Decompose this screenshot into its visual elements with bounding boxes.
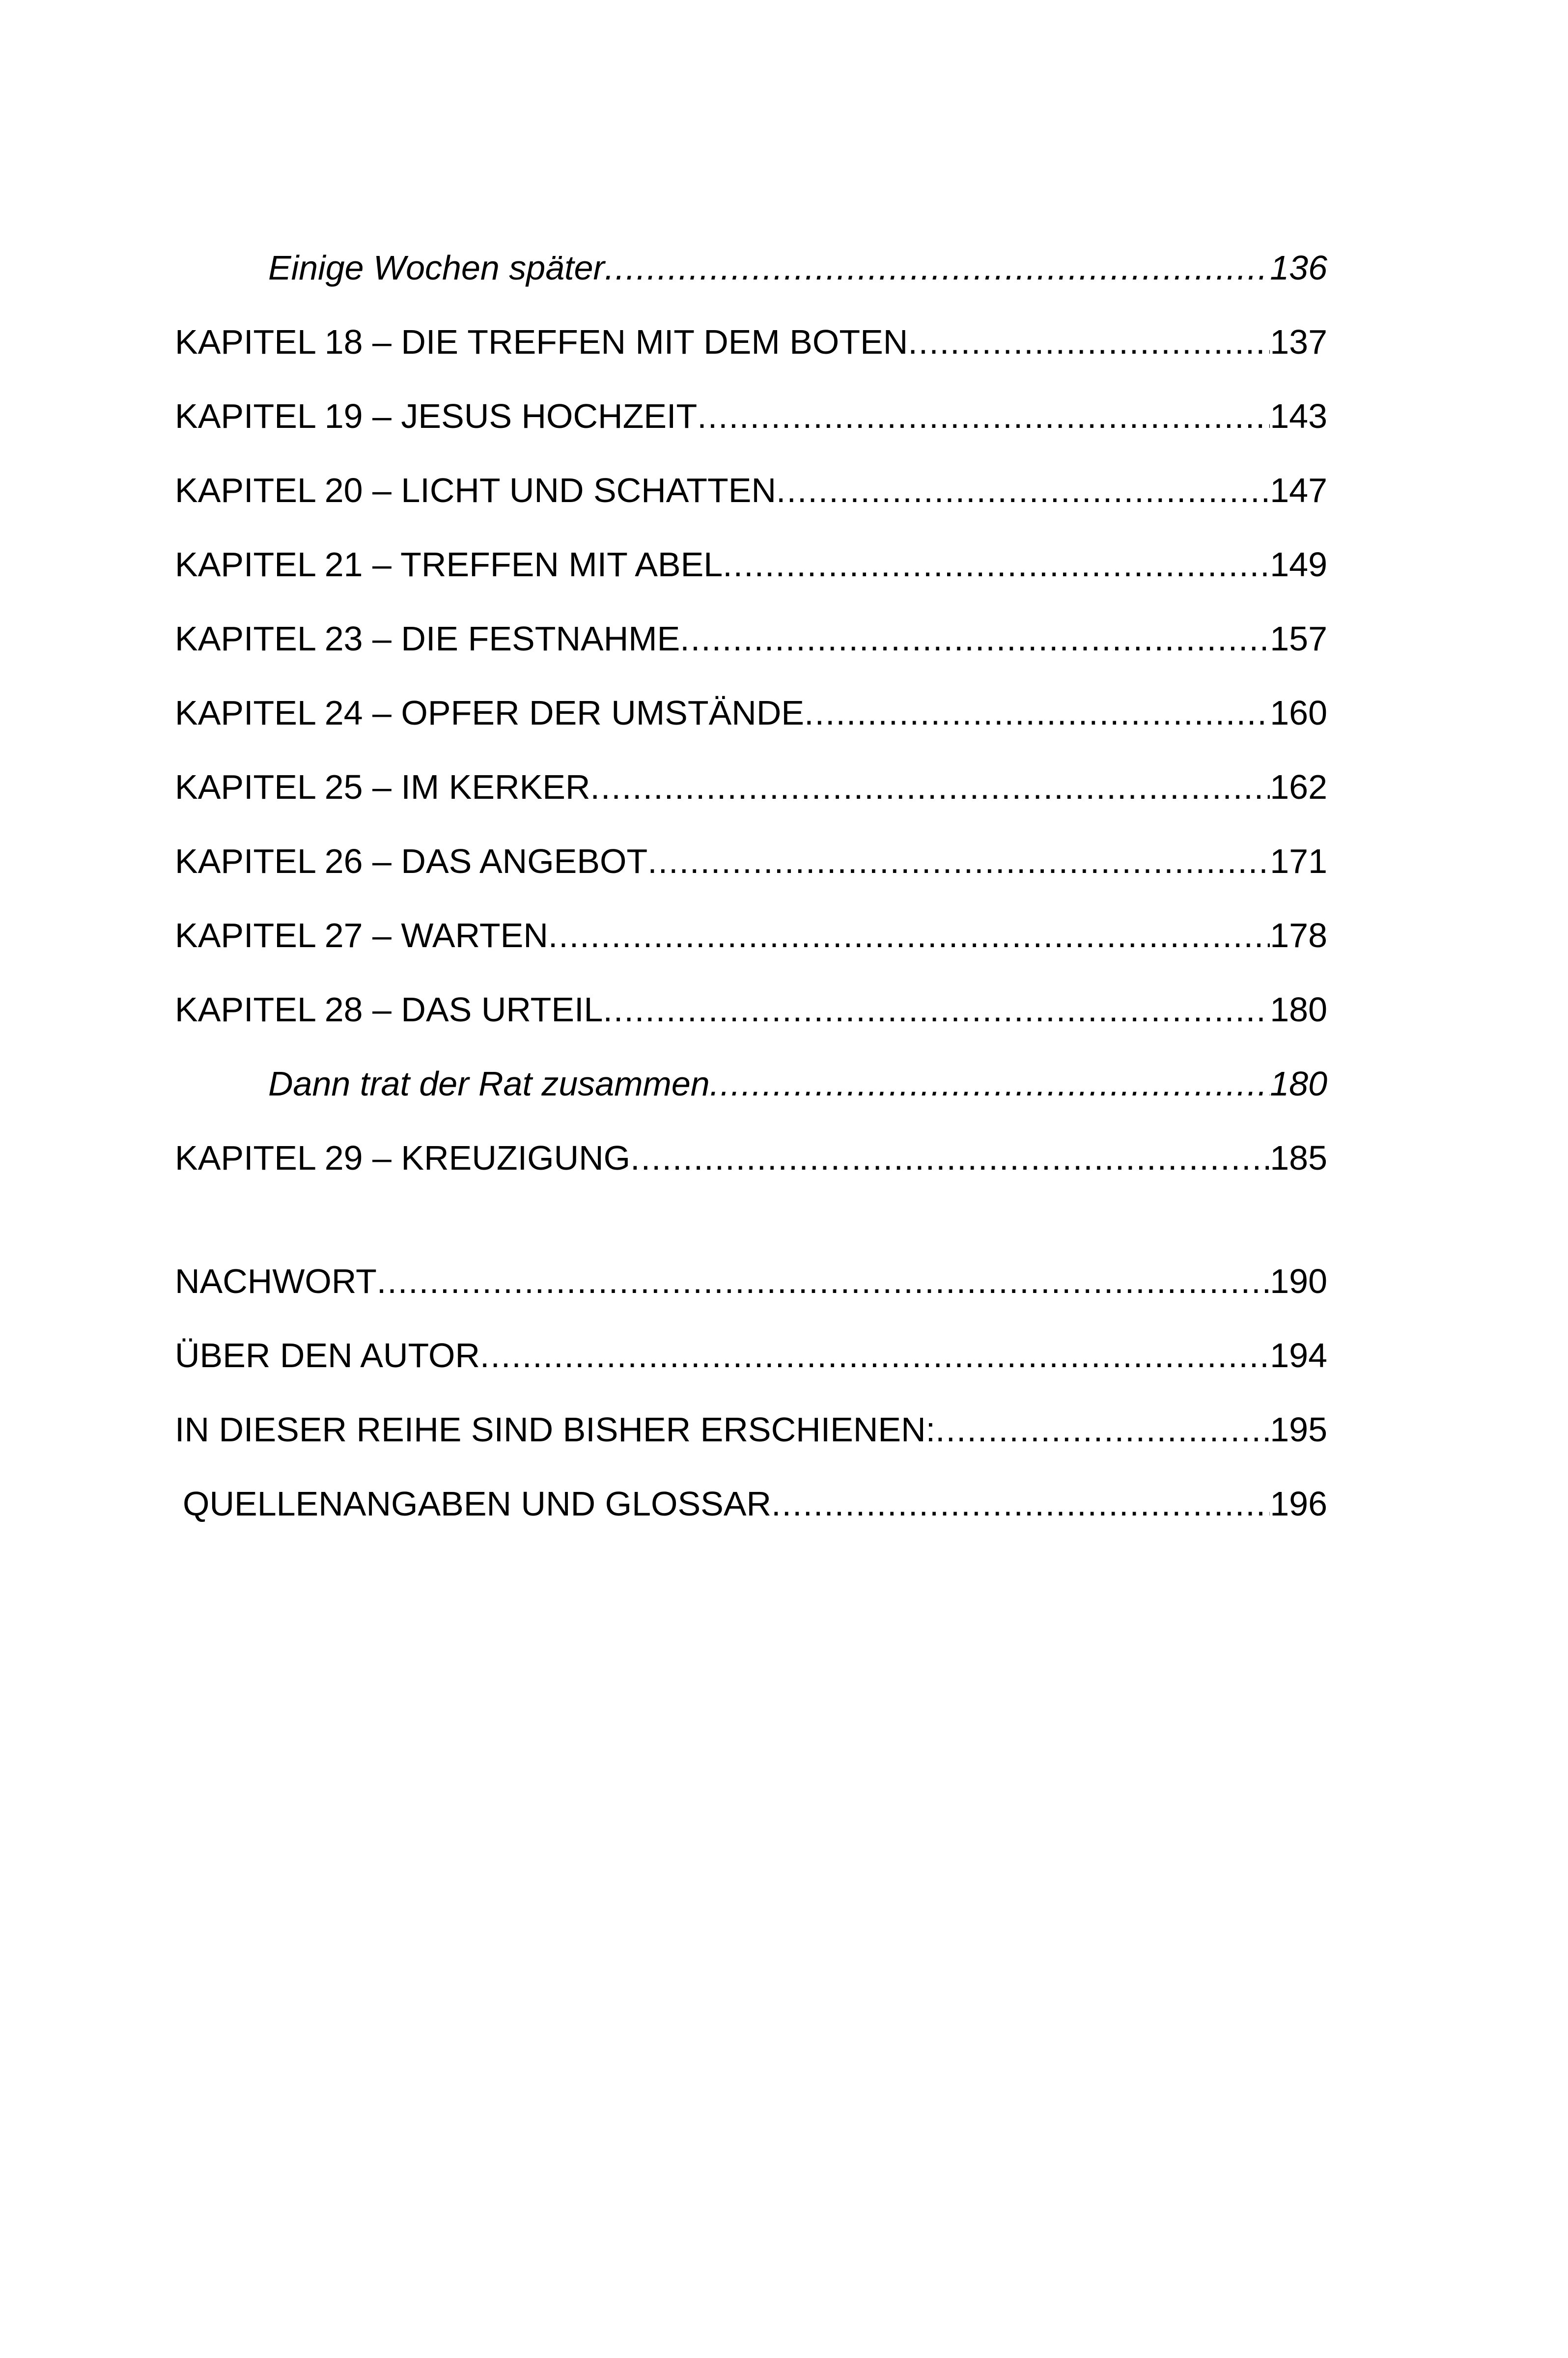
dot-leader bbox=[804, 676, 1270, 750]
toc-entry-label: KAPITEL 18 – DIE TREFFEN MIT DEM BOTEN bbox=[175, 323, 908, 361]
dot-leader bbox=[697, 379, 1270, 453]
dot-leader bbox=[377, 1244, 1270, 1319]
toc-entry-page-number: 157 bbox=[1270, 619, 1327, 658]
toc-entry-kapitel-21[interactable] bbox=[175, 528, 1327, 602]
dot-leader bbox=[647, 824, 1270, 898]
toc-entry-label: KAPITEL 29 – KREUZIGUNG bbox=[175, 1139, 631, 1177]
toc-entry-label: KAPITEL 23 – DIE FESTNAHME bbox=[175, 619, 680, 658]
toc-entry-page-number: 190 bbox=[1270, 1262, 1327, 1300]
toc-entry-kapitel-26[interactable] bbox=[175, 824, 1327, 898]
toc-entry-page-number: 171 bbox=[1270, 842, 1327, 880]
toc-entry-einige-wochen-spaeter[interactable] bbox=[175, 231, 1327, 305]
table-of-contents bbox=[175, 231, 1327, 1541]
toc-entry-kapitel-25[interactable] bbox=[175, 750, 1327, 824]
toc-entry-label: NACHWORT bbox=[175, 1262, 377, 1300]
dot-leader bbox=[548, 898, 1270, 973]
toc-entry-label: ÜBER DEN AUTOR bbox=[175, 1336, 480, 1375]
dot-leader bbox=[590, 750, 1270, 824]
toc-entry-kapitel-18[interactable] bbox=[175, 305, 1327, 379]
toc-entry-label: KAPITEL 20 – LICHT UND SCHATTEN bbox=[175, 471, 777, 509]
toc-entry-label: KAPITEL 25 – IM KERKER bbox=[175, 768, 590, 806]
toc-entry-label: KAPITEL 19 – JESUS HOCHZEIT bbox=[175, 397, 698, 435]
toc-entry-page-number: 149 bbox=[1270, 545, 1327, 584]
toc-entry-label: Dann trat der Rat zusammen bbox=[268, 1065, 710, 1103]
toc-entry-page-number: 143 bbox=[1270, 397, 1327, 435]
toc-entry-label: QUELLENANGABEN UND GLOSSAR bbox=[183, 1485, 772, 1523]
dot-leader bbox=[480, 1319, 1270, 1393]
dot-leader bbox=[605, 231, 1270, 305]
dot-leader bbox=[710, 1047, 1270, 1121]
toc-entry-kapitel-23[interactable] bbox=[175, 602, 1327, 676]
toc-entry-page-number: 180 bbox=[1270, 1065, 1327, 1103]
toc-entry-page-number: 196 bbox=[1270, 1485, 1327, 1523]
toc-entry-label: Einige Wochen später bbox=[268, 249, 605, 287]
dot-leader bbox=[935, 1393, 1270, 1467]
toc-entry-label: KAPITEL 24 – OPFER DER UMSTÄNDE bbox=[175, 694, 805, 732]
dot-leader bbox=[776, 453, 1270, 528]
toc-entry-page-number: 160 bbox=[1270, 694, 1327, 732]
toc-entry-page-number: 180 bbox=[1270, 990, 1327, 1029]
toc-entry-page-number: 162 bbox=[1270, 768, 1327, 806]
dot-leader bbox=[908, 305, 1270, 379]
toc-entry-kapitel-29[interactable] bbox=[175, 1121, 1327, 1195]
dot-leader bbox=[630, 1121, 1270, 1195]
dot-leader bbox=[723, 528, 1270, 602]
toc-entry-kapitel-24[interactable] bbox=[175, 676, 1327, 750]
dot-leader bbox=[680, 602, 1270, 676]
toc-entry-page-number: 195 bbox=[1270, 1410, 1327, 1449]
toc-entry-label: KAPITEL 27 – WARTEN bbox=[175, 916, 548, 954]
dot-leader bbox=[603, 973, 1270, 1047]
toc-entry-label: IN DIESER REIHE SIND BISHER ERSCHIENEN: bbox=[175, 1410, 936, 1449]
toc-entry-ueber-den-autor[interactable] bbox=[175, 1319, 1327, 1393]
toc-entry-kapitel-27[interactable] bbox=[175, 898, 1327, 973]
toc-entry-kapitel-20[interactable] bbox=[175, 453, 1327, 528]
toc-entry-page-number: 178 bbox=[1270, 916, 1327, 954]
toc-entry-label: KAPITEL 26 – DAS ANGEBOT bbox=[175, 842, 648, 880]
toc-entry-page-number: 136 bbox=[1270, 249, 1327, 287]
dot-leader bbox=[771, 1467, 1270, 1541]
toc-entry-kapitel-19[interactable] bbox=[175, 379, 1327, 453]
toc-entry-page-number: 147 bbox=[1270, 471, 1327, 509]
toc-entry-dann-trat-der-rat-zusammen[interactable] bbox=[175, 1047, 1327, 1121]
toc-entry-kapitel-28[interactable] bbox=[175, 973, 1327, 1047]
toc-entry-nachwort[interactable] bbox=[175, 1244, 1327, 1319]
toc-entry-page-number: 137 bbox=[1270, 323, 1327, 361]
toc-entry-page-number: 185 bbox=[1270, 1139, 1327, 1177]
toc-entry-label: KAPITEL 21 – TREFFEN MIT ABEL bbox=[175, 545, 723, 584]
toc-entry-page-number: 194 bbox=[1270, 1336, 1327, 1375]
toc-entry-in-dieser-reihe[interactable] bbox=[175, 1393, 1327, 1467]
toc-entry-quellenangaben-und-glossar[interactable] bbox=[175, 1467, 1327, 1541]
toc-entry-label: KAPITEL 28 – DAS URTEIL bbox=[175, 990, 603, 1029]
